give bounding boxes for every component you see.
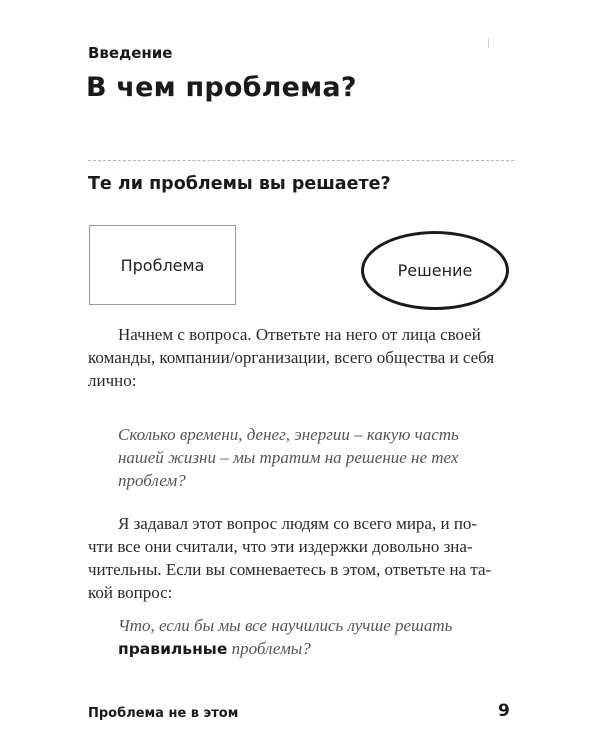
section-divider — [88, 160, 514, 161]
paragraph-2-line: чительны. Если вы сомневаетесь в этом, ответьте на та- — [88, 560, 492, 579]
section-label: Введение — [88, 44, 173, 62]
paragraph-1-line: команды, компании/организации, всего общества и себя — [88, 348, 495, 367]
page-number: 9 — [498, 701, 510, 721]
quote-2 — [118, 614, 513, 661]
paragraph-1 — [88, 323, 513, 392]
paragraph-2-line: чти все они считали, что эти издержки довольно зна- — [88, 537, 473, 556]
problem-box-label: Проблема — [120, 255, 205, 275]
quote-2-line-rest: проблемы? — [227, 639, 311, 658]
paragraph-1-line: лично: — [88, 371, 137, 390]
subsection-title: Те ли проблемы вы решаете? — [88, 174, 391, 194]
solution-oval — [361, 231, 509, 310]
problem-box — [89, 225, 236, 305]
quote-1-line: Сколько времени, денег, энергии – какую часть — [118, 425, 459, 444]
paragraph-2-line: кой вопрос: — [88, 583, 173, 602]
paragraph-2 — [88, 512, 513, 604]
paragraph-1-line: Начнем с вопроса. Ответьте на него от лица своей — [118, 325, 481, 344]
margin-mark — [488, 38, 489, 48]
footer-book-title: Проблема не в этом — [88, 706, 239, 721]
quote-2-line: Что, если бы мы все научились лучше решать — [118, 616, 453, 635]
quote-1 — [118, 423, 513, 492]
quote-2-line — [118, 637, 513, 661]
emphasis-word: правильные — [118, 640, 228, 658]
quote-1-line: нашей жизни – мы тратим на решение не тех — [118, 448, 459, 467]
solution-oval-label: Решение — [397, 261, 473, 280]
quote-1-line: проблем? — [118, 471, 186, 490]
chapter-title: В чем проблема? — [86, 72, 357, 103]
paragraph-2-line: Я задавал этот вопрос людям со всего мира, и по- — [118, 514, 478, 533]
